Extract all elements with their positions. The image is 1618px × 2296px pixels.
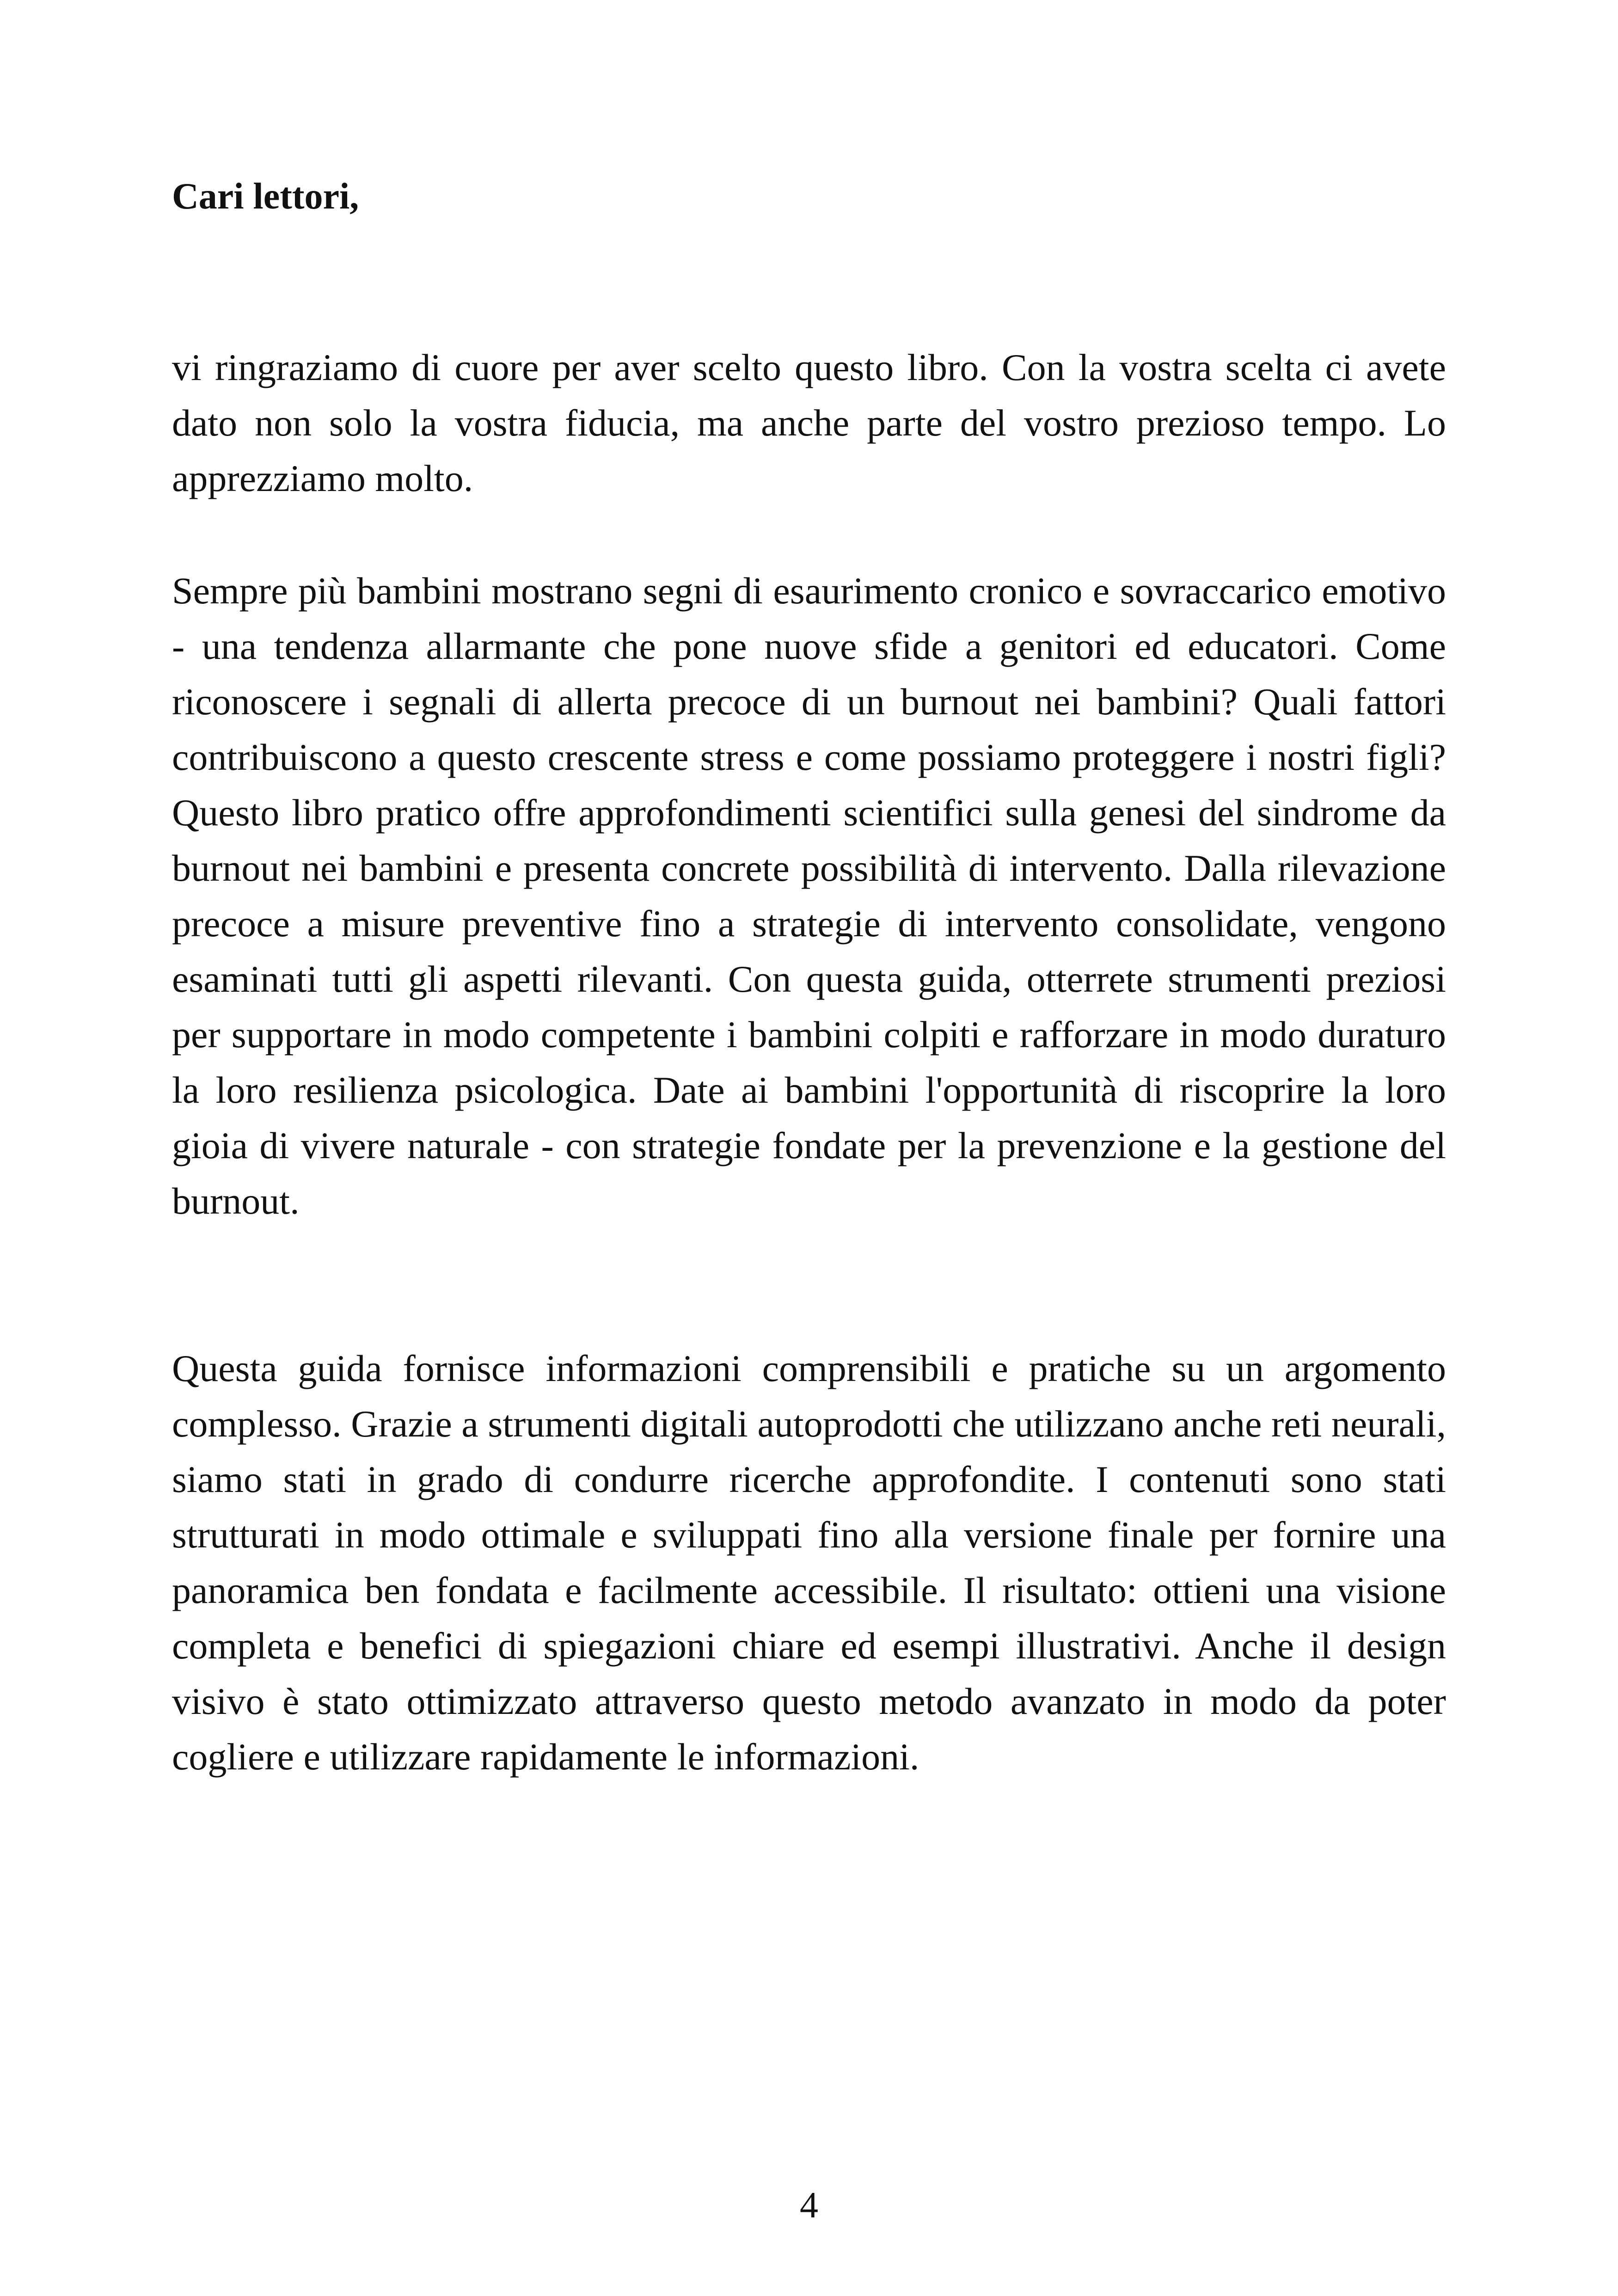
paragraph-guide-method: Questa guida fornisce informazioni comprensibili e pratiche su un argomento complesso. Grazie a strumenti digitali autoprodotti che utilizzano anche reti neurali, siamo stati in grado di condurre ricerche approfondite. I contenuti sono stati strutturati in modo ottimale e sviluppati fino alla versione finale per fornire una panoramica ben fondata e facilmente accessibile. Il risultato: ottieni una visione completa e benefici di spiegazioni chiare ed esempi illustrativi. Anche il design visivo è stato ottimizzato attraverso questo metodo avanzato in modo da poter cogliere e utilizzare rapidamente le informazioni.	[172, 1347, 1446, 1778]
greeting-heading: Cari lettori,	[172, 176, 359, 217]
paragraph-book-summary: Sempre più bambini mostrano segni di esaurimento cronico e sovraccarico emotivo - una tendenza allarmante che pone nuove sfide a genitori ed educatori. Come riconoscere i segnali di allerta precoce di un burnout nei bambini? Quali fattori contribuiscono a questo crescente stress e come possiamo proteggere i nostri figli? Questo libro pratico offre approfondimenti scientifici sulla genesi del sindrome da burnout nei bambini e presenta concrete possibilità di intervento. Dalla rilevazione precoce a misure preventive fino a strategie di intervento consolidate, vengono esaminati tutti gli aspetti rilevanti. Con questa guida, otterrete strumenti preziosi per supportare in modo competente i bambini colpiti e rafforzare in modo duraturo la loro resilienza psicologica. Date ai bambini l'opportunità di riscoprire la loro gioia di vivere naturale - con strategie fondate per la prevenzione e la gestione del burnout.	[172, 570, 1446, 1222]
paragraph-thanks: vi ringraziamo di cuore per aver scelto questo libro. Con la vostra scelta ci avete dato non solo la vostra fiducia, ma anche parte del vostro prezioso tempo. Lo apprezziamo molto.	[172, 346, 1446, 499]
page-number: 4	[800, 2185, 818, 2226]
